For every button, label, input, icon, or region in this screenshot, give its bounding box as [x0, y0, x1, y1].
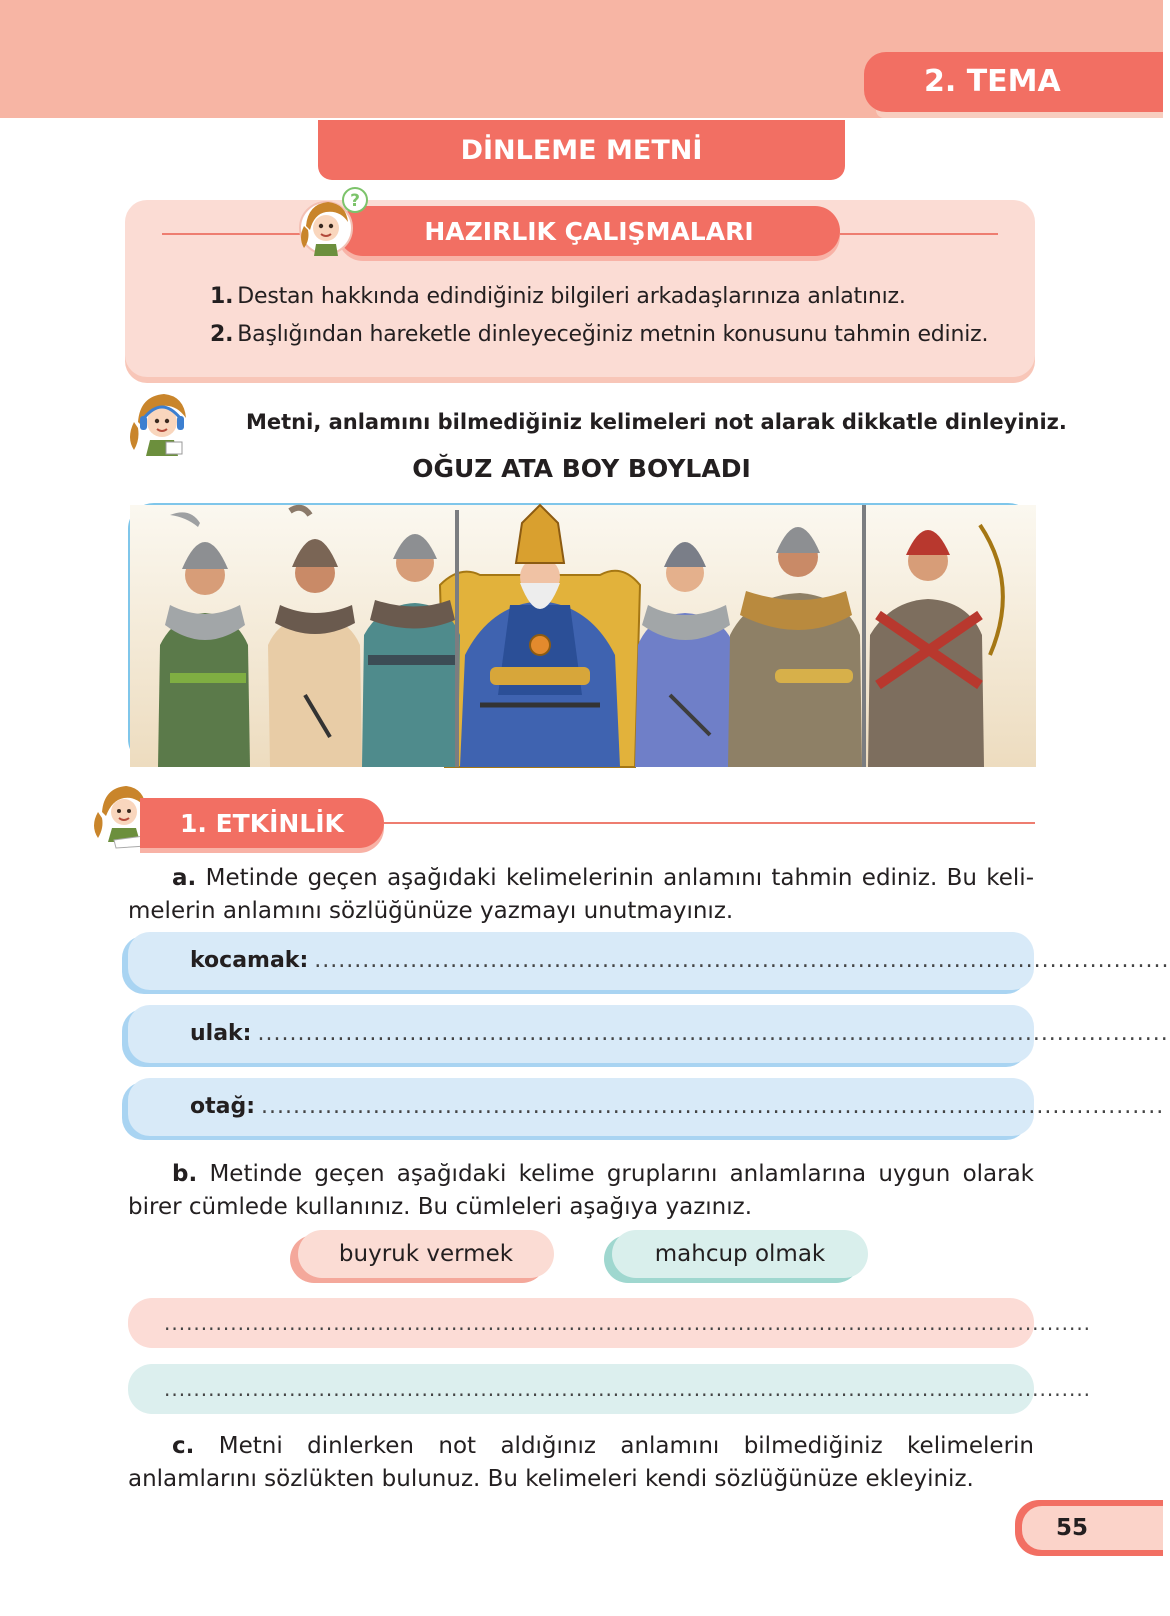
phrase-chip: buyruk vermek	[298, 1230, 554, 1278]
svg-text:?: ?	[350, 191, 360, 211]
story-title: OĞUZ ATA BOY BOYLADI	[412, 454, 751, 483]
theme-label: 2. TEMA	[864, 52, 1163, 112]
story-illustration	[128, 503, 1034, 765]
divider	[384, 822, 1035, 824]
preparation-title: HAZIRLIK ÇALIŞMALARI	[338, 206, 840, 256]
word-entry[interactable]: kocamak: ...........................................................................................................	[128, 932, 1034, 990]
section-title: DİNLEME METNİ	[318, 120, 845, 180]
listening-instruction: Metni, anlamını bilmediğiniz kelimeleri not alarak dikkatle dinleyiniz.	[246, 410, 1067, 434]
activity-title: 1. ETKİNLİK	[140, 798, 384, 848]
girl-question-mascot-icon	[292, 186, 372, 266]
preparation-item: 1. Destan hakkında edindiğiniz bilgileri arkadaşlarınıza anlatınız.	[210, 284, 906, 309]
page-number: 55	[1022, 1506, 1163, 1550]
word-entry[interactable]: otağ: .................................................................................................................	[128, 1078, 1034, 1136]
answer-line[interactable]: ..............................................................................................................................	[128, 1364, 1034, 1414]
divider	[840, 233, 998, 235]
activity-b-text: b. Metinde geçen aşağıdaki kelime gruplarını anlamlarına uygun olarak birer cümlede kullanınız. Bu cümleleri aşağıya yazınız.	[128, 1161, 1035, 1220]
word-entry[interactable]: ulak: ..................................................................................................................	[128, 1005, 1034, 1063]
activity-a-text: a. Metinde geçen aşağıdaki kelimelerinin anlamını tahmin ediniz. Bu keli-melerin anlamını sözlüğünüze yazmayı unutmayınız.	[128, 865, 1034, 924]
phrase-chip: mahcup olmak	[612, 1230, 868, 1278]
preparation-item: 2. Başlığından hareketle dinleyeceğiniz metnin konusunu tahmin ediniz.	[210, 322, 989, 347]
activity-c-text: c. Metni dinlerken not aldığınız anlamını bilmediğiniz kelimelerin anlamlarını sözlükten bulunuz. Bu kelimeleri kendi sözlüğünüze ekleyiniz.	[128, 1433, 1035, 1492]
answer-line[interactable]: ..............................................................................................................................	[128, 1298, 1034, 1348]
